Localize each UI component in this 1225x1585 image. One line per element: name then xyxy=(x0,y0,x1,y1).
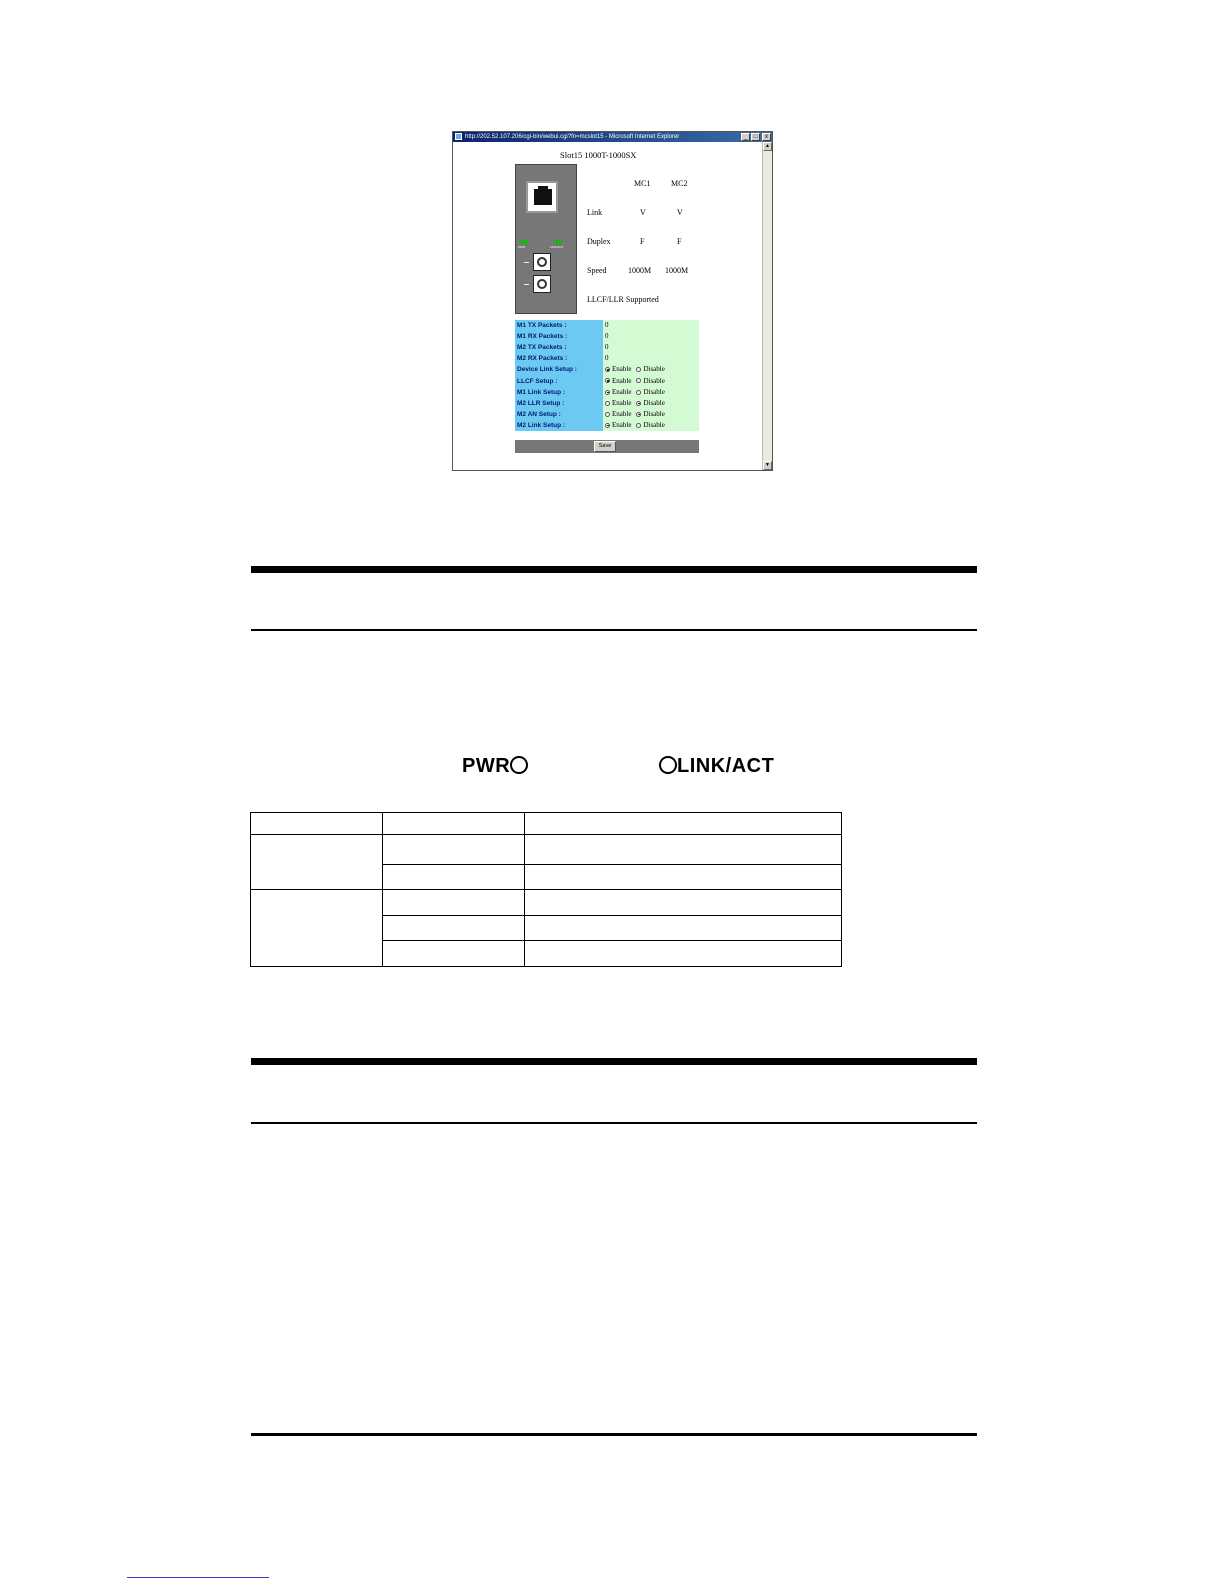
speed-mc1: 1000M xyxy=(628,266,652,275)
enable-label: Enable xyxy=(612,387,632,396)
counter-label: M1 TX Packets : xyxy=(515,320,603,331)
page-footer-rule xyxy=(251,1433,977,1436)
scroll-down-icon[interactable]: ▼ xyxy=(763,461,772,470)
llcf-note: LLCF/LLR Supported xyxy=(587,295,659,304)
table-cell xyxy=(383,890,525,916)
section-rule-thick xyxy=(251,1058,977,1065)
setup-label: M2 LLR Setup : xyxy=(515,398,603,409)
table-cell xyxy=(383,813,525,835)
fiber-rx-port-icon xyxy=(533,275,551,293)
table-row xyxy=(251,890,842,916)
rx-marker xyxy=(524,284,529,285)
table-header-row xyxy=(251,813,842,835)
table-row xyxy=(251,835,842,865)
setup-label: M2 AN Setup : xyxy=(515,409,603,420)
disable-label: Disable xyxy=(643,420,665,429)
disable-radio[interactable] xyxy=(636,401,641,406)
save-button[interactable]: Save xyxy=(594,441,616,452)
maximize-icon[interactable]: □ xyxy=(751,133,760,141)
section-rule-thick xyxy=(251,566,977,573)
table-row xyxy=(515,342,699,353)
link-mc1: V xyxy=(640,208,646,217)
scroll-up-icon[interactable]: ▲ xyxy=(763,142,772,151)
duplex-label: Duplex xyxy=(587,237,611,246)
setup-row-m1-link xyxy=(515,387,699,398)
footnote-underline xyxy=(127,1577,269,1578)
settings-table xyxy=(515,320,699,431)
link-led-diagram xyxy=(659,755,774,778)
speed-label: Speed xyxy=(587,266,607,275)
disable-radio[interactable] xyxy=(636,378,641,383)
setup-row-llcf xyxy=(515,375,699,386)
disable-radio[interactable] xyxy=(636,390,641,395)
setup-row-m2-an xyxy=(515,409,699,420)
setup-label: Device Link Setup : xyxy=(515,364,603,375)
table-cell xyxy=(251,813,383,835)
table-cell xyxy=(525,813,842,835)
setup-label: LLCF Setup : xyxy=(515,375,603,386)
table-row xyxy=(515,353,699,364)
link-led-label: LINK/ACT xyxy=(550,245,564,249)
pwr-led-diagram xyxy=(462,755,528,778)
section-rule-thin xyxy=(251,629,977,631)
link-mc2: V xyxy=(677,208,683,217)
enable-label: Enable xyxy=(612,376,632,385)
table-cell xyxy=(525,941,842,967)
enable-label: Enable xyxy=(612,398,632,407)
counter-label: M2 RX Packets : xyxy=(515,353,603,364)
link-led-text: LINK/ACT xyxy=(677,755,775,777)
disable-label: Disable xyxy=(643,365,665,374)
table-cell xyxy=(383,916,525,941)
table-row xyxy=(515,331,699,342)
table-cell xyxy=(525,835,842,865)
table-cell xyxy=(383,941,525,967)
setup-label: M2 Link Setup : xyxy=(515,420,603,431)
browser-title: http://202.52.107.206/cgi-bin/webui.cgi?fn=mcslot15 - Microsoft Internet Explorer xyxy=(465,134,680,140)
device-faceplate xyxy=(515,164,577,314)
link-led-icon xyxy=(554,240,562,244)
counter-value: 0 xyxy=(603,331,699,342)
enable-label: Enable xyxy=(612,420,632,429)
disable-label: Disable xyxy=(643,387,665,396)
link-label: Link xyxy=(587,208,603,217)
enable-label: Enable xyxy=(612,409,632,418)
rj45-port-icon xyxy=(526,181,558,213)
minimize-icon[interactable]: _ xyxy=(741,133,750,141)
setup-row-m2-link xyxy=(515,420,699,431)
close-icon[interactable]: x xyxy=(762,133,771,141)
browser-titlebar xyxy=(453,132,772,142)
disable-label: Disable xyxy=(643,398,665,407)
browser-window xyxy=(452,131,773,471)
section-rule-thin xyxy=(251,1122,977,1124)
duplex-mc1: F xyxy=(640,237,645,246)
fiber-tx-port-icon xyxy=(533,253,551,271)
pwr-led-circle-icon xyxy=(510,756,528,774)
link-led-circle-icon xyxy=(659,756,677,774)
table-cell xyxy=(251,835,383,890)
counter-value: 0 xyxy=(603,353,699,364)
counter-value: 0 xyxy=(603,320,699,331)
pwr-led-icon xyxy=(520,240,528,244)
table-cell xyxy=(525,916,842,941)
duplex-mc2: F xyxy=(677,237,682,246)
setup-label: M1 Link Setup : xyxy=(515,387,603,398)
enable-radio[interactable] xyxy=(605,412,610,417)
counter-value: 0 xyxy=(603,342,699,353)
table-cell xyxy=(383,835,525,865)
counter-label: M2 TX Packets : xyxy=(515,342,603,353)
led-status-table xyxy=(250,812,842,967)
enable-label: Enable xyxy=(612,365,632,374)
vertical-scrollbar[interactable] xyxy=(762,142,772,470)
disable-radio[interactable] xyxy=(636,367,641,372)
setup-row-m2-llr xyxy=(515,398,699,409)
enable-radio[interactable] xyxy=(605,367,610,372)
table-cell xyxy=(525,865,842,890)
pwr-led-label: PWR xyxy=(518,245,525,249)
ie-icon xyxy=(455,133,462,140)
disable-radio[interactable] xyxy=(636,412,641,417)
counter-label: M1 RX Packets : xyxy=(515,331,603,342)
table-cell xyxy=(525,890,842,916)
disable-label: Disable xyxy=(643,376,665,385)
table-cell xyxy=(383,865,525,890)
slot-title: Slot15 1000T-1000SX xyxy=(560,150,637,160)
table-row xyxy=(515,320,699,331)
setup-row-device-link xyxy=(515,364,699,375)
browser-content xyxy=(453,142,762,470)
enable-radio[interactable] xyxy=(605,390,610,395)
speed-mc2: 1000M xyxy=(665,266,689,275)
table-cell xyxy=(251,890,383,967)
mc2-header: MC2 xyxy=(671,179,688,188)
save-bar xyxy=(515,440,699,453)
mc1-header: MC1 xyxy=(634,179,651,188)
pwr-led-text: PWR xyxy=(462,755,511,777)
tx-marker xyxy=(524,262,529,263)
enable-radio[interactable] xyxy=(605,378,610,383)
disable-radio[interactable] xyxy=(636,423,641,428)
enable-radio[interactable] xyxy=(605,423,610,428)
enable-radio[interactable] xyxy=(605,401,610,406)
disable-label: Disable xyxy=(643,409,665,418)
